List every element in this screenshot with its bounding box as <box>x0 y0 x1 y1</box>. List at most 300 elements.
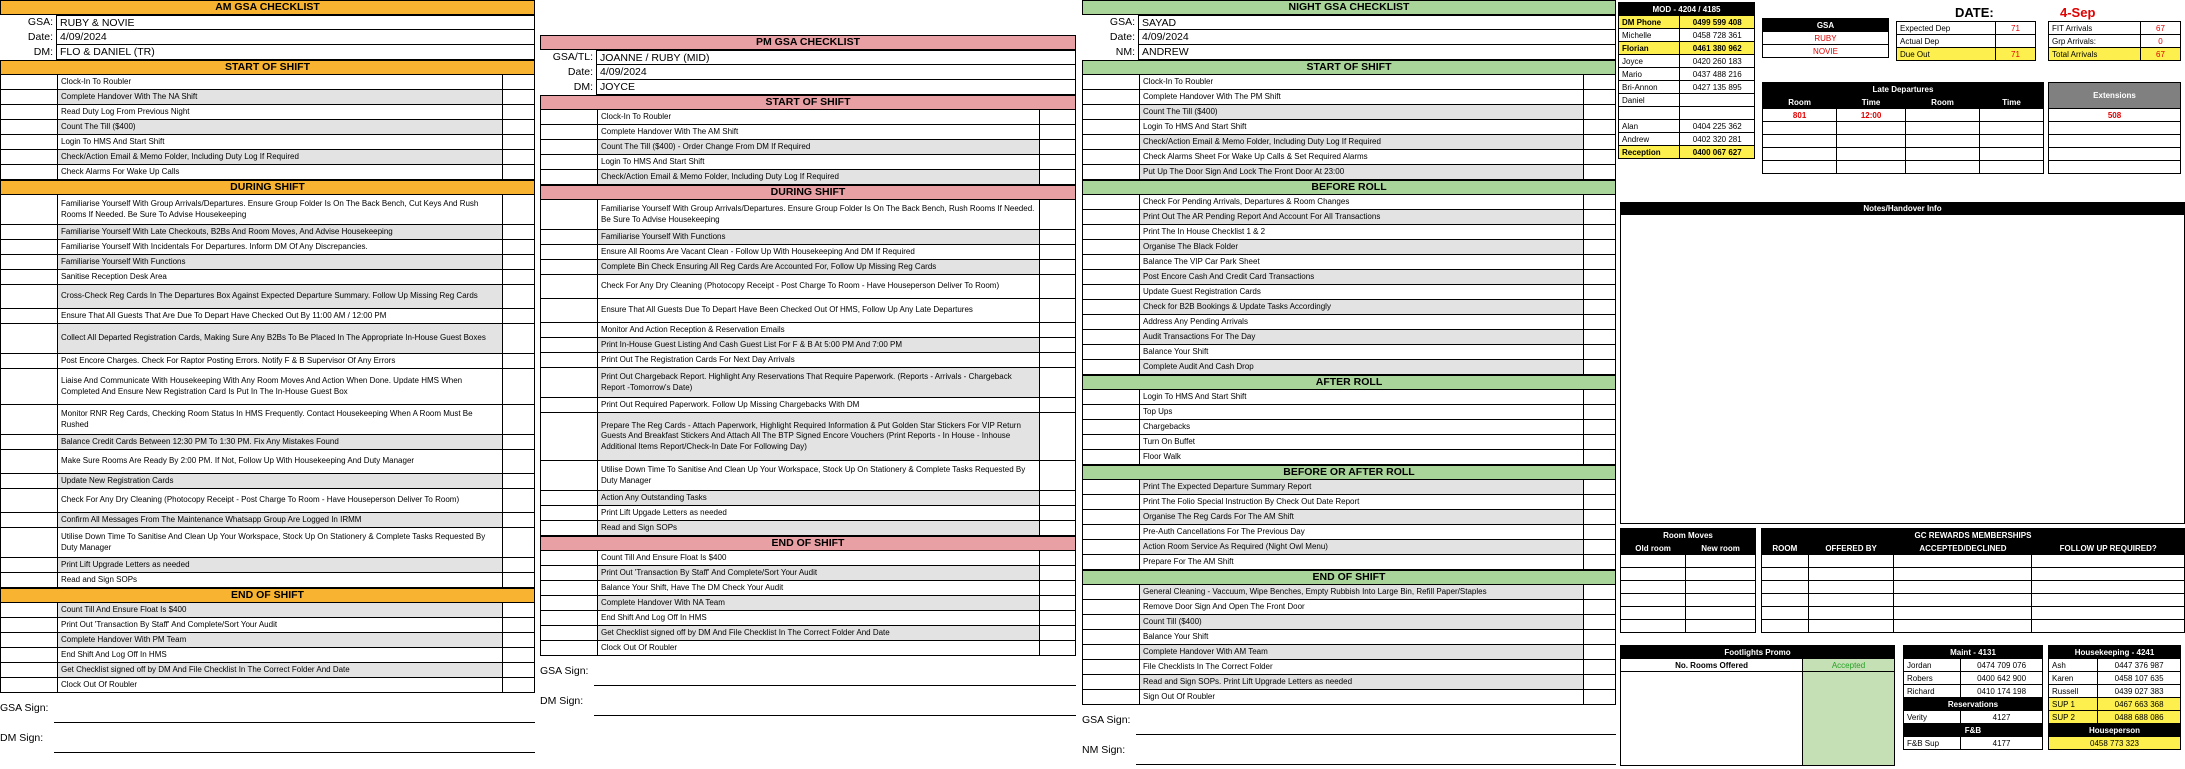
task-checkbox[interactable] <box>0 489 58 512</box>
checklist-title: AM GSA CHECKLIST <box>0 0 535 15</box>
task-checkbox[interactable] <box>0 450 58 473</box>
task-checkbox[interactable] <box>540 125 598 139</box>
task-initial-cell[interactable] <box>1584 405 1616 419</box>
task-initial-cell[interactable] <box>1584 360 1616 374</box>
gc-cell[interactable] <box>2032 568 2185 581</box>
gc-cell[interactable] <box>1762 555 1809 568</box>
contact-row <box>1619 146 1755 159</box>
task-initial-cell[interactable] <box>503 618 535 632</box>
task-initial-cell[interactable] <box>1584 630 1616 644</box>
late-departure-cell[interactable] <box>1980 148 2044 161</box>
task-checkbox[interactable] <box>540 626 598 640</box>
task-initial-cell[interactable] <box>503 105 535 119</box>
task-initial-cell[interactable] <box>1584 450 1616 464</box>
task-initial-cell[interactable] <box>1584 690 1616 704</box>
task-initial-cell[interactable] <box>1584 255 1616 269</box>
footlights-cell[interactable] <box>1621 672 1803 766</box>
task-checkbox[interactable] <box>540 260 598 274</box>
room-move-cell[interactable] <box>1686 581 1756 594</box>
task-checkbox[interactable] <box>1082 195 1140 209</box>
task-initial-cell[interactable] <box>503 270 535 284</box>
task-row <box>540 353 1076 368</box>
task-initial-cell[interactable] <box>1040 110 1076 124</box>
task-checkbox[interactable] <box>1082 240 1140 254</box>
gc-cell[interactable] <box>1894 555 2032 568</box>
info-value[interactable]: JOANNE / RUBY (MID) <box>596 50 1076 65</box>
task-checkbox[interactable] <box>0 528 58 557</box>
task-initial-cell[interactable] <box>1040 521 1076 535</box>
late-departure-cell[interactable] <box>1763 148 1837 161</box>
task-initial-cell[interactable] <box>503 255 535 269</box>
task-initial-cell[interactable] <box>1584 555 1616 569</box>
task-initial-cell[interactable] <box>1584 90 1616 104</box>
task-initial-cell[interactable] <box>1584 540 1616 554</box>
task-checkbox[interactable] <box>540 170 598 184</box>
late-departure-cell[interactable] <box>1980 109 2044 122</box>
hk-phone: 0458 107 635 <box>2098 672 2181 685</box>
task-checkbox[interactable] <box>0 435 58 449</box>
task-checkbox[interactable] <box>0 678 58 692</box>
task-text: Read and Sign SOPs. Print Lift Upgrade Letters as needed <box>1140 675 1584 689</box>
task-initial-cell[interactable] <box>1584 435 1616 449</box>
task-checkbox[interactable] <box>1082 480 1140 494</box>
task-initial-cell[interactable] <box>1584 585 1616 599</box>
late-departure-cell[interactable] <box>1837 122 1906 135</box>
task-text: Print The Folio Special Instruction By Check Out Date Report <box>1140 495 1584 509</box>
task-initial-cell[interactable] <box>1040 338 1076 352</box>
task-checkbox[interactable] <box>540 596 598 610</box>
task-initial-cell[interactable] <box>503 240 535 254</box>
task-checkbox[interactable] <box>1082 270 1140 284</box>
task-checkbox[interactable] <box>540 506 598 520</box>
task-checkbox[interactable] <box>0 255 58 269</box>
stat-row <box>1897 48 2036 61</box>
task-initial-cell[interactable] <box>1584 420 1616 434</box>
task-checkbox[interactable] <box>540 521 598 535</box>
info-value[interactable]: FLO & DANIEL (TR) <box>56 45 535 60</box>
task-checkbox[interactable] <box>1082 675 1140 689</box>
task-initial-cell[interactable] <box>1584 285 1616 299</box>
footlights-cell[interactable] <box>1803 672 1895 766</box>
task-checkbox[interactable] <box>0 135 58 149</box>
late-departure-row <box>1763 109 2044 122</box>
task-initial-cell[interactable] <box>1584 150 1616 164</box>
task-initial-cell[interactable] <box>1584 240 1616 254</box>
late-departure-cell[interactable] <box>1980 122 2044 135</box>
task-initial-cell[interactable] <box>1040 491 1076 505</box>
task-initial-cell[interactable] <box>1584 195 1616 209</box>
gc-cell[interactable] <box>1894 607 2032 620</box>
task-initial-cell[interactable] <box>503 165 535 179</box>
task-initial-cell[interactable] <box>1584 645 1616 659</box>
task-initial-cell[interactable] <box>1584 390 1616 404</box>
task-checkbox[interactable] <box>0 240 58 254</box>
room-move-cell[interactable] <box>1686 568 1756 581</box>
task-initial-cell[interactable] <box>503 573 535 587</box>
gc-cell[interactable] <box>1808 607 1894 620</box>
task-initial-cell[interactable] <box>503 513 535 527</box>
task-checkbox[interactable] <box>540 200 598 229</box>
task-checkbox[interactable] <box>0 165 58 179</box>
task-checkbox[interactable] <box>0 354 58 368</box>
task-initial-cell[interactable] <box>1040 353 1076 367</box>
room-move-cell[interactable] <box>1621 568 1686 581</box>
task-initial-cell[interactable] <box>1584 330 1616 344</box>
task-initial-cell[interactable] <box>1584 105 1616 119</box>
task-initial-cell[interactable] <box>1040 245 1076 259</box>
task-checkbox[interactable] <box>540 299 598 322</box>
task-initial-cell[interactable] <box>503 450 535 473</box>
task-checkbox[interactable] <box>0 573 58 587</box>
task-initial-cell[interactable] <box>503 648 535 662</box>
maint-phone: 0474 709 076 <box>1961 659 2043 672</box>
task-text: Remove Door Sign And Open The Front Door <box>1140 600 1584 614</box>
gc-cell[interactable] <box>1808 620 1894 633</box>
task-checkbox[interactable] <box>1082 315 1140 329</box>
task-initial-cell[interactable] <box>503 195 535 224</box>
task-checkbox[interactable] <box>1082 495 1140 509</box>
late-departure-cell[interactable] <box>1837 135 1906 148</box>
gc-cell[interactable] <box>1894 568 2032 581</box>
task-initial-cell[interactable] <box>1040 323 1076 337</box>
task-checkbox[interactable] <box>1082 450 1140 464</box>
sign-field[interactable] <box>54 693 535 723</box>
task-initial-cell[interactable] <box>1584 600 1616 614</box>
task-initial-cell[interactable] <box>1584 615 1616 629</box>
late-departure-cell[interactable]: 801 <box>1763 109 1837 122</box>
task-checkbox[interactable] <box>0 648 58 662</box>
task-checkbox[interactable] <box>540 338 598 352</box>
task-checkbox[interactable] <box>1082 90 1140 104</box>
task-initial-cell[interactable] <box>1584 135 1616 149</box>
task-initial-cell[interactable] <box>1040 611 1076 625</box>
gc-cell[interactable] <box>1894 581 2032 594</box>
late-departure-cell[interactable] <box>1837 161 1906 174</box>
task-checkbox[interactable] <box>540 551 598 565</box>
task-initial-cell[interactable] <box>1584 675 1616 689</box>
task-initial-cell[interactable] <box>503 435 535 449</box>
gc-cell[interactable] <box>2032 594 2185 607</box>
task-checkbox[interactable] <box>0 225 58 239</box>
task-initial-cell[interactable] <box>1584 525 1616 539</box>
task-checkbox[interactable] <box>1082 120 1140 134</box>
task-checkbox[interactable] <box>1082 105 1140 119</box>
task-checkbox[interactable] <box>540 110 598 124</box>
task-initial-cell[interactable] <box>503 90 535 104</box>
task-checkbox[interactable] <box>1082 585 1140 599</box>
task-checkbox[interactable] <box>1082 510 1140 524</box>
task-initial-cell[interactable] <box>1584 225 1616 239</box>
task-checkbox[interactable] <box>1082 360 1140 374</box>
task-initial-cell[interactable] <box>503 150 535 164</box>
gc-cell[interactable] <box>1808 594 1894 607</box>
task-initial-cell[interactable] <box>1040 641 1076 655</box>
sign-field[interactable] <box>594 686 1076 716</box>
task-initial-cell[interactable] <box>503 369 535 404</box>
task-checkbox[interactable] <box>1082 330 1140 344</box>
task-checkbox[interactable] <box>0 120 58 134</box>
task-initial-cell[interactable] <box>1040 551 1076 565</box>
task-checkbox[interactable] <box>1082 165 1140 179</box>
task-checkbox[interactable] <box>540 245 598 259</box>
gc-cell[interactable] <box>2032 555 2185 568</box>
task-text: Login To HMS And Start Shift <box>1140 390 1584 404</box>
task-initial-cell[interactable] <box>503 120 535 134</box>
late-departure-cell[interactable] <box>1905 122 1979 135</box>
task-checkbox[interactable] <box>1082 690 1140 704</box>
late-departure-cell[interactable] <box>1763 135 1837 148</box>
task-initial-cell[interactable] <box>1584 165 1616 179</box>
task-checkbox[interactable] <box>1082 525 1140 539</box>
task-initial-cell[interactable] <box>1040 140 1076 154</box>
task-checkbox[interactable] <box>0 513 58 527</box>
task-initial-cell[interactable] <box>1040 596 1076 610</box>
contact-phone <box>1680 94 1755 107</box>
late-departure-cell[interactable] <box>1980 135 2044 148</box>
task-checkbox[interactable] <box>1082 150 1140 164</box>
room-move-cell[interactable] <box>1686 555 1756 568</box>
task-checkbox[interactable] <box>1082 420 1140 434</box>
extension-cell[interactable] <box>2049 135 2181 148</box>
late-departure-cell[interactable]: 12:00 <box>1837 109 1906 122</box>
task-checkbox[interactable] <box>1082 75 1140 89</box>
task-checkbox[interactable] <box>0 150 58 164</box>
gc-cell[interactable] <box>1762 607 1809 620</box>
task-initial-cell[interactable] <box>503 285 535 308</box>
room-move-cell[interactable] <box>1621 620 1686 633</box>
task-checkbox[interactable] <box>540 275 598 298</box>
task-checkbox[interactable] <box>0 285 58 308</box>
task-checkbox[interactable] <box>1082 255 1140 269</box>
task-initial-cell[interactable] <box>503 135 535 149</box>
gc-cell[interactable] <box>1762 620 1809 633</box>
task-checkbox[interactable] <box>0 663 58 677</box>
task-initial-cell[interactable] <box>503 405 535 434</box>
sign-field[interactable] <box>1136 735 1616 765</box>
task-initial-cell[interactable] <box>503 603 535 617</box>
task-initial-cell[interactable] <box>1040 398 1076 412</box>
task-initial-cell[interactable] <box>1040 230 1076 244</box>
task-checkbox[interactable] <box>1082 135 1140 149</box>
task-checkbox[interactable] <box>1082 660 1140 674</box>
task-checkbox[interactable] <box>1082 210 1140 224</box>
task-checkbox[interactable] <box>0 309 58 323</box>
task-checkbox[interactable] <box>540 398 598 412</box>
task-checkbox[interactable] <box>1082 630 1140 644</box>
late-departure-cell[interactable] <box>1905 148 1979 161</box>
room-move-cell[interactable] <box>1621 607 1686 620</box>
late-departure-cell[interactable] <box>1763 122 1837 135</box>
gc-cell[interactable] <box>1762 594 1809 607</box>
notes-panel[interactable] <box>1620 202 2185 524</box>
gc-cell[interactable] <box>1762 581 1809 594</box>
late-departure-cell[interactable] <box>1763 161 1837 174</box>
task-initial-cell[interactable] <box>503 633 535 647</box>
task-checkbox[interactable] <box>540 323 598 337</box>
task-initial-cell[interactable] <box>1040 461 1076 490</box>
task-initial-cell[interactable] <box>1040 581 1076 595</box>
sign-field[interactable] <box>594 656 1076 686</box>
task-initial-cell[interactable] <box>1584 120 1616 134</box>
task-checkbox[interactable] <box>0 105 58 119</box>
task-checkbox[interactable] <box>540 155 598 169</box>
room-move-cell[interactable] <box>1621 555 1686 568</box>
gc-cell[interactable] <box>1808 568 1894 581</box>
gc-cell[interactable] <box>2032 581 2185 594</box>
task-checkbox[interactable] <box>0 405 58 434</box>
task-checkbox[interactable] <box>1082 300 1140 314</box>
info-value[interactable]: 4/09/2024 <box>56 30 535 45</box>
info-value[interactable]: SAYAD <box>1138 15 1616 30</box>
gc-cell[interactable] <box>1894 594 2032 607</box>
task-checkbox[interactable] <box>0 618 58 632</box>
task-checkbox[interactable] <box>540 140 598 154</box>
task-checkbox[interactable] <box>0 558 58 572</box>
task-checkbox[interactable] <box>0 195 58 224</box>
task-initial-cell[interactable] <box>1584 315 1616 329</box>
task-initial-cell[interactable] <box>1584 495 1616 509</box>
task-initial-cell[interactable] <box>1040 413 1076 460</box>
contacts-table <box>1618 2 1755 159</box>
task-row <box>540 566 1076 581</box>
gc-cell[interactable] <box>2032 620 2185 633</box>
task-initial-cell[interactable] <box>503 474 535 488</box>
task-checkbox[interactable] <box>540 368 598 397</box>
info-value[interactable]: RUBY & NOVIE <box>56 15 535 30</box>
task-text: Clock-In To Roubler <box>1140 75 1584 89</box>
gc-cell[interactable] <box>1808 581 1894 594</box>
room-move-cell[interactable] <box>1686 620 1756 633</box>
late-departure-cell[interactable] <box>1905 135 1979 148</box>
task-checkbox[interactable] <box>0 633 58 647</box>
task-checkbox[interactable] <box>0 369 58 404</box>
extension-cell[interactable] <box>2049 161 2181 174</box>
task-initial-cell[interactable] <box>1040 125 1076 139</box>
task-initial-cell[interactable] <box>503 558 535 572</box>
task-text: Print Out Chargeback Report. Highlight Any Reservations That Require Paperwork. (Reports - Arrivals - Chargeback Report -Tomorrow's Date) <box>598 368 1040 397</box>
task-initial-cell[interactable] <box>1040 626 1076 640</box>
task-initial-cell[interactable] <box>1040 368 1076 397</box>
gc-cell[interactable] <box>1894 620 2032 633</box>
task-checkbox[interactable] <box>1082 600 1140 614</box>
info-value[interactable]: ANDREW <box>1138 45 1616 60</box>
gc-cell[interactable] <box>2032 607 2185 620</box>
task-checkbox[interactable] <box>1082 540 1140 554</box>
task-initial-cell[interactable] <box>1584 660 1616 674</box>
task-initial-cell[interactable] <box>503 528 535 557</box>
task-checkbox[interactable] <box>540 353 598 367</box>
task-initial-cell[interactable] <box>1040 275 1076 298</box>
room-move-cell[interactable] <box>1621 594 1686 607</box>
task-checkbox[interactable] <box>0 603 58 617</box>
task-initial-cell[interactable] <box>503 663 535 677</box>
task-checkbox[interactable] <box>1082 645 1140 659</box>
sign-field[interactable] <box>54 723 535 753</box>
late-departure-cell[interactable] <box>1837 148 1906 161</box>
info-value[interactable]: JOYCE <box>596 80 1076 95</box>
task-checkbox[interactable] <box>1082 405 1140 419</box>
task-checkbox[interactable] <box>0 324 58 353</box>
late-departure-cell[interactable] <box>1980 161 2044 174</box>
info-value[interactable]: 4/09/2024 <box>596 65 1076 80</box>
task-checkbox[interactable] <box>540 461 598 490</box>
task-initial-cell[interactable] <box>1584 270 1616 284</box>
task-checkbox[interactable] <box>540 491 598 505</box>
task-row <box>540 155 1076 170</box>
task-checkbox[interactable] <box>540 641 598 655</box>
task-initial-cell[interactable] <box>1040 155 1076 169</box>
task-row <box>0 405 535 435</box>
extension-cell[interactable] <box>2049 148 2181 161</box>
task-initial-cell[interactable] <box>1040 566 1076 580</box>
task-initial-cell[interactable] <box>1584 75 1616 89</box>
task-checkbox[interactable] <box>1082 615 1140 629</box>
late-departure-cell[interactable] <box>1905 161 1979 174</box>
task-checkbox[interactable] <box>540 611 598 625</box>
task-checkbox[interactable] <box>0 75 58 89</box>
task-checkbox[interactable] <box>540 230 598 244</box>
task-initial-cell[interactable] <box>1584 345 1616 359</box>
task-initial-cell[interactable] <box>503 225 535 239</box>
task-initial-cell[interactable] <box>1040 299 1076 322</box>
task-checkbox[interactable] <box>1082 225 1140 239</box>
task-checkbox[interactable] <box>1082 555 1140 569</box>
task-initial-cell[interactable] <box>503 75 535 89</box>
task-checkbox[interactable] <box>0 90 58 104</box>
task-initial-cell[interactable] <box>503 309 535 323</box>
task-text: Familiarise Yourself With Late Checkouts, B2Bs And Room Moves, And Advise Housekeeping <box>58 225 503 239</box>
extension-cell[interactable]: 508 <box>2049 109 2181 122</box>
task-initial-cell[interactable] <box>1584 510 1616 524</box>
task-row <box>1082 210 1616 225</box>
task-checkbox[interactable] <box>1082 345 1140 359</box>
room-move-cell[interactable] <box>1686 594 1756 607</box>
extension-cell[interactable] <box>2049 122 2181 135</box>
info-value[interactable]: 4/09/2024 <box>1138 30 1616 45</box>
task-initial-cell[interactable] <box>503 354 535 368</box>
task-initial-cell[interactable] <box>1040 506 1076 520</box>
task-checkbox[interactable] <box>540 566 598 580</box>
task-initial-cell[interactable] <box>503 678 535 692</box>
late-departure-cell[interactable] <box>1905 109 1979 122</box>
task-checkbox[interactable] <box>1082 285 1140 299</box>
room-move-cell[interactable] <box>1621 581 1686 594</box>
task-checkbox[interactable] <box>1082 390 1140 404</box>
task-initial-cell[interactable] <box>1040 200 1076 229</box>
task-initial-cell[interactable] <box>1584 210 1616 224</box>
sign-field[interactable] <box>1136 705 1616 735</box>
task-text: Check/Action Email & Memo Folder, Including Duty Log If Required <box>598 170 1040 184</box>
task-text: Action Any Outstanding Tasks <box>598 491 1040 505</box>
task-initial-cell[interactable] <box>1584 300 1616 314</box>
gc-col: OFFERED BY <box>1808 542 1894 555</box>
task-checkbox[interactable] <box>1082 435 1140 449</box>
task-initial-cell[interactable] <box>1040 170 1076 184</box>
gc-cell[interactable] <box>1808 555 1894 568</box>
room-move-cell[interactable] <box>1686 607 1756 620</box>
task-initial-cell[interactable] <box>503 324 535 353</box>
task-initial-cell[interactable] <box>1040 260 1076 274</box>
task-checkbox[interactable] <box>540 581 598 595</box>
task-initial-cell[interactable] <box>503 489 535 512</box>
task-checkbox[interactable] <box>0 474 58 488</box>
task-text: Read and Sign SOPs <box>58 573 503 587</box>
task-initial-cell[interactable] <box>1584 480 1616 494</box>
gc-cell[interactable] <box>1762 568 1809 581</box>
section-header: BEFORE ROLL <box>1082 180 1616 195</box>
task-checkbox[interactable] <box>0 270 58 284</box>
task-checkbox[interactable] <box>540 413 598 460</box>
